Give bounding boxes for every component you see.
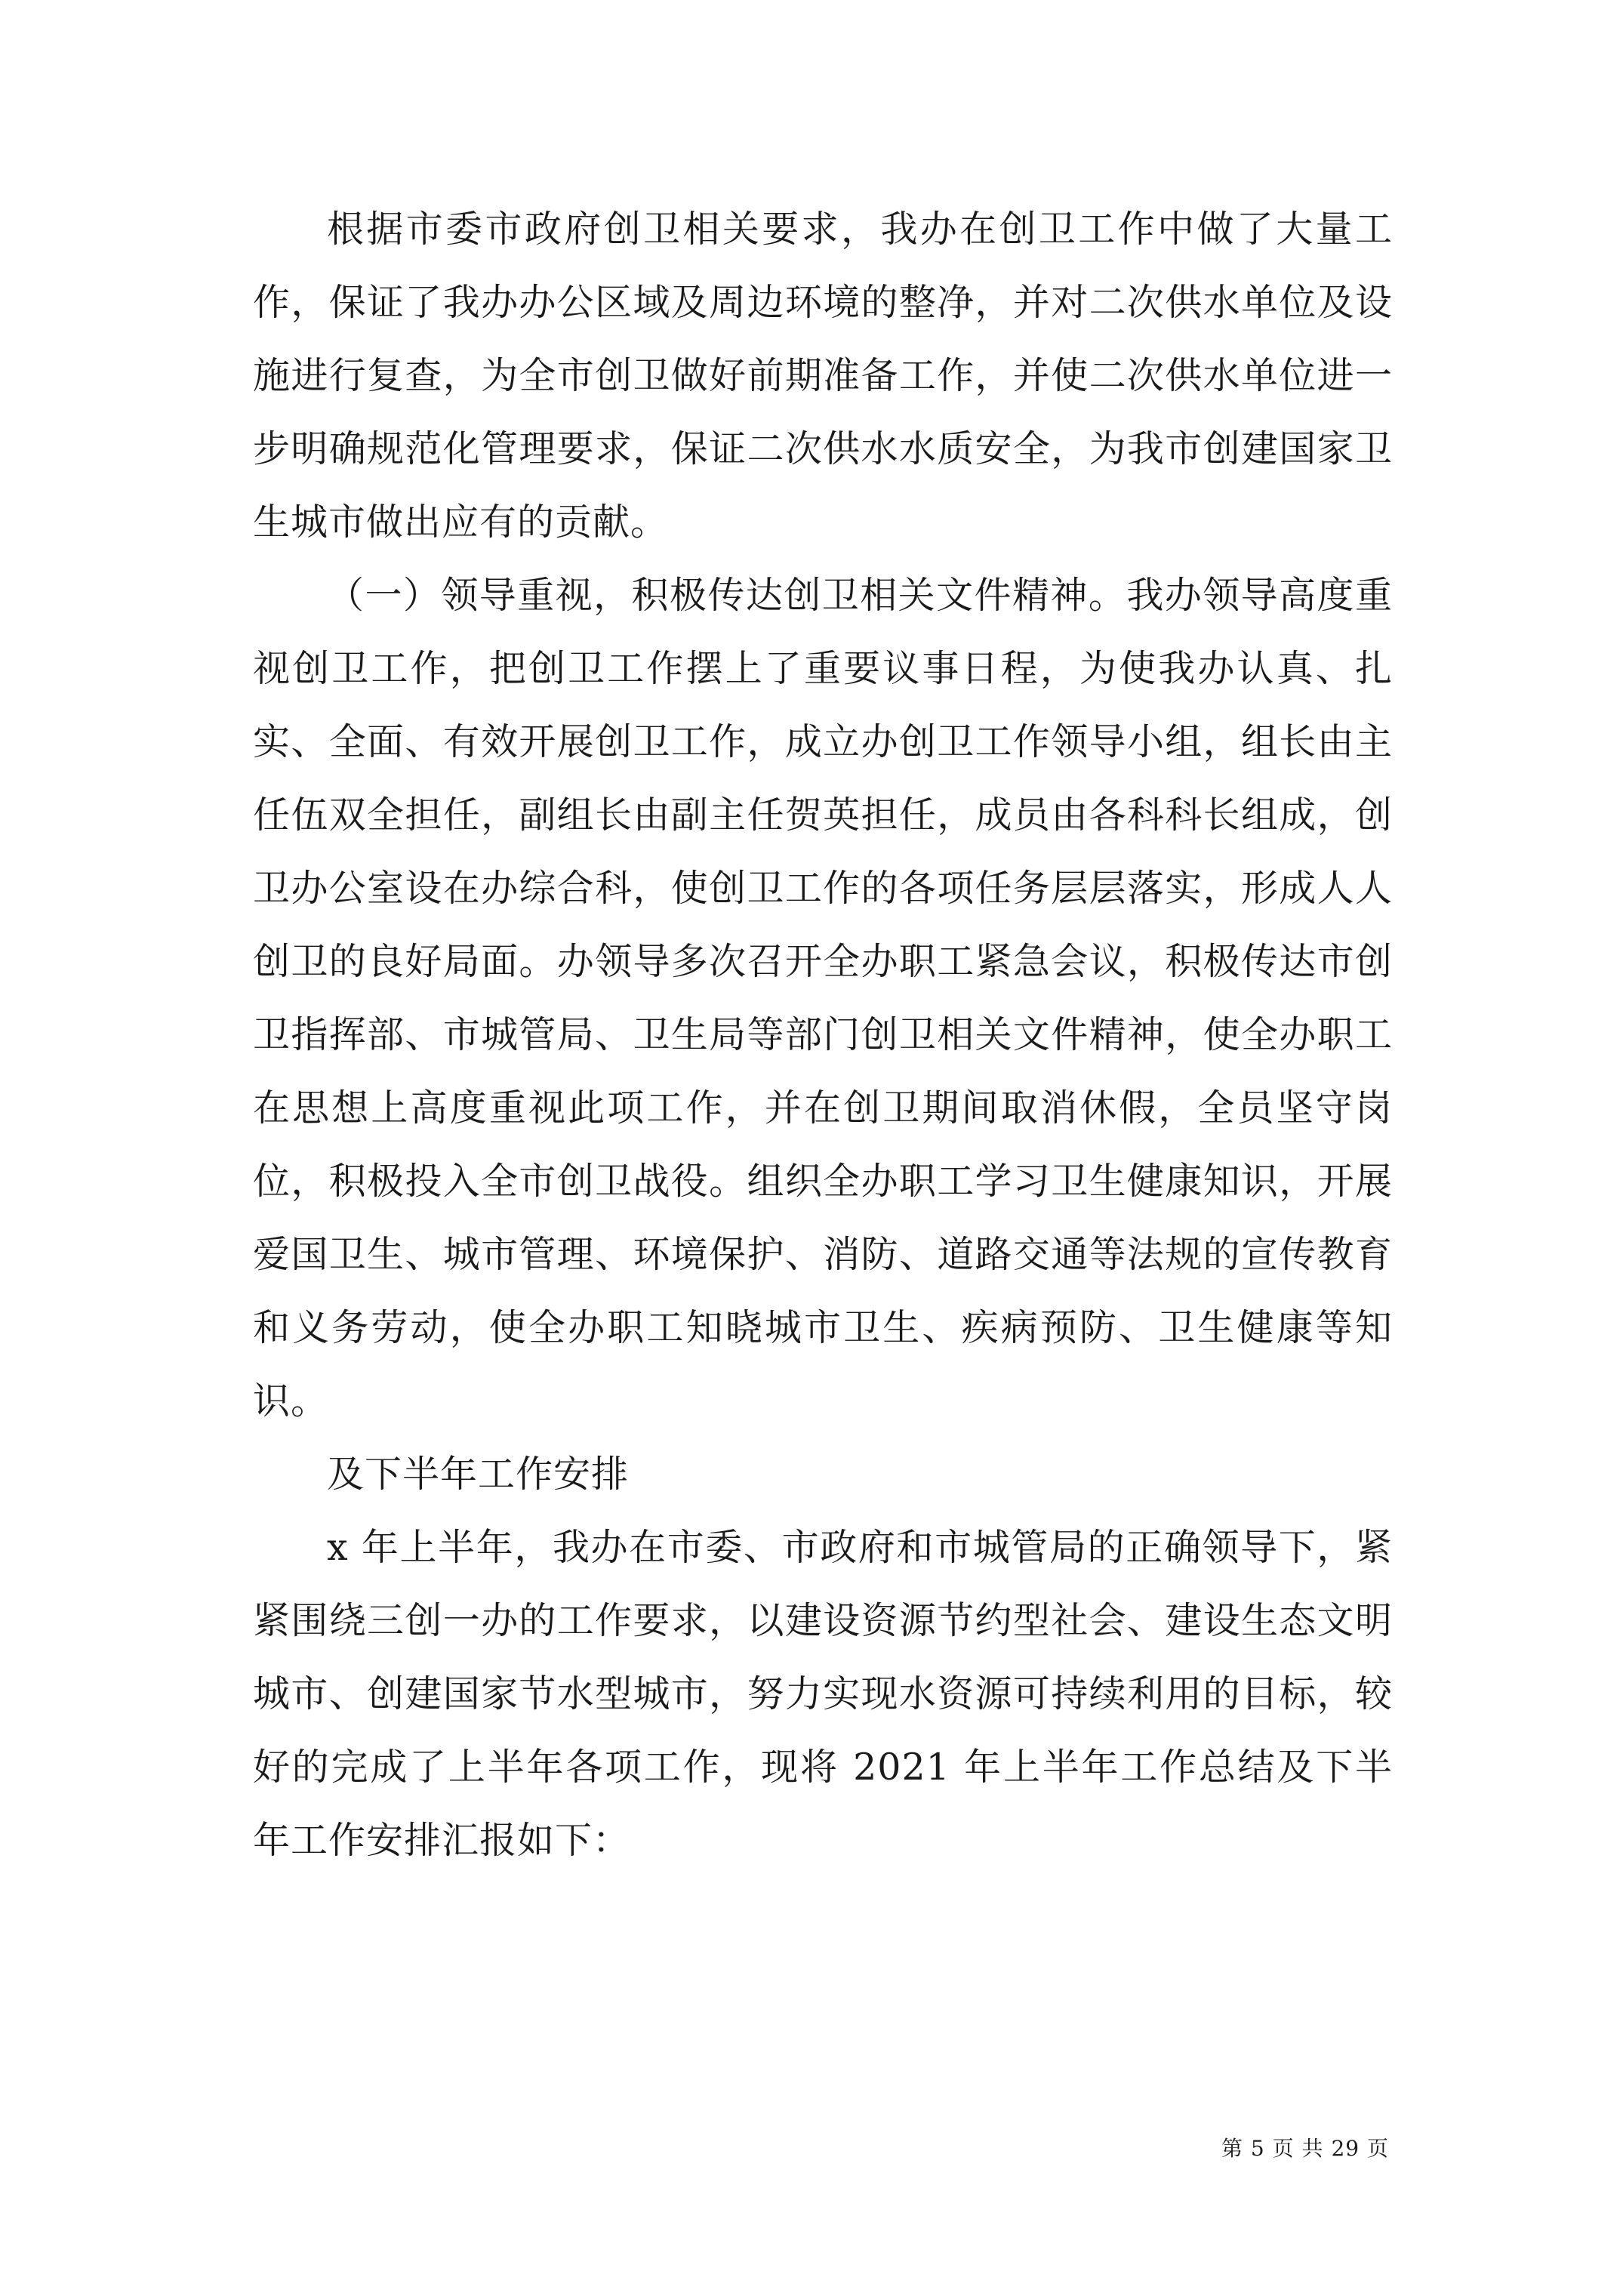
page-number-footer bbox=[1163, 2134, 1389, 2164]
paragraph-heading-fragment: 及下半年工作安排 bbox=[327, 1453, 630, 1496]
paragraph-section-1: （一）领导重视，积极传达创卫相关文件精神。我办领导高度重视创卫工作，把创卫工作摆上了重要议事日程，为使我办认真、扎实、全面、有效开展创卫工作，成立办创卫工作领导小组，组长由主任伍双全担任，副组长由副主任贺英担任，成员由各科科长组成，创卫办公室设在办综合科，使创卫工作的各项任务层层落实，形成人人创卫的良好局面。办领导多次召开全办职工紧急会议，积极传达市创卫指挥部、市城管局、卫生局等部门创卫相关文件精神，使全办职工在思想上高度重视此项工作，并在创卫期间取消休假，全员坚守岗位，积极投入全市创卫战役。组织全办职工学习卫生健康知识，开展爱国卫生、城市管理、环境保护、消防、道路交通等法规的宣传教育和义务劳动，使全办职工知晓城市卫生、疾病预防、卫生健康等知识。 bbox=[253, 574, 1393, 1422]
paragraph-summary: x 年上半年，我办在市委、市政府和市城管局的正确领导下，紧紧围绕三创一办的工作要求，以建设资源节约型社会、建设生态文明城市、创建国家节水型城市，努力实现水资源可持续利用的目标，较好的完成了上半年各项工作，现将 2021 年上半年工作总结及下半年工作安排汇报如下： bbox=[253, 1526, 1393, 1862]
footer-middle: 页 共 bbox=[1272, 2136, 1324, 2161]
paragraph-intro: 根据市委市政府创卫相关要求，我办在创卫工作中做了大量工作，保证了我办办公区域及周边环境的整净，并对二次供水单位及设施进行复查，为全市创卫做好前期准备工作，并使二次供水单位进一步明确规范化管理要求，保证二次供水水质安全，为我市创建国家卫生城市做出应有的贡献。 bbox=[253, 208, 1393, 544]
footer-prefix: 第 bbox=[1221, 2136, 1243, 2161]
footer-suffix: 页 bbox=[1366, 2136, 1389, 2161]
footer-total-pages: 29 bbox=[1331, 2136, 1360, 2161]
document-body bbox=[253, 193, 1393, 1877]
footer-current-page: 5 bbox=[1250, 2136, 1265, 2161]
